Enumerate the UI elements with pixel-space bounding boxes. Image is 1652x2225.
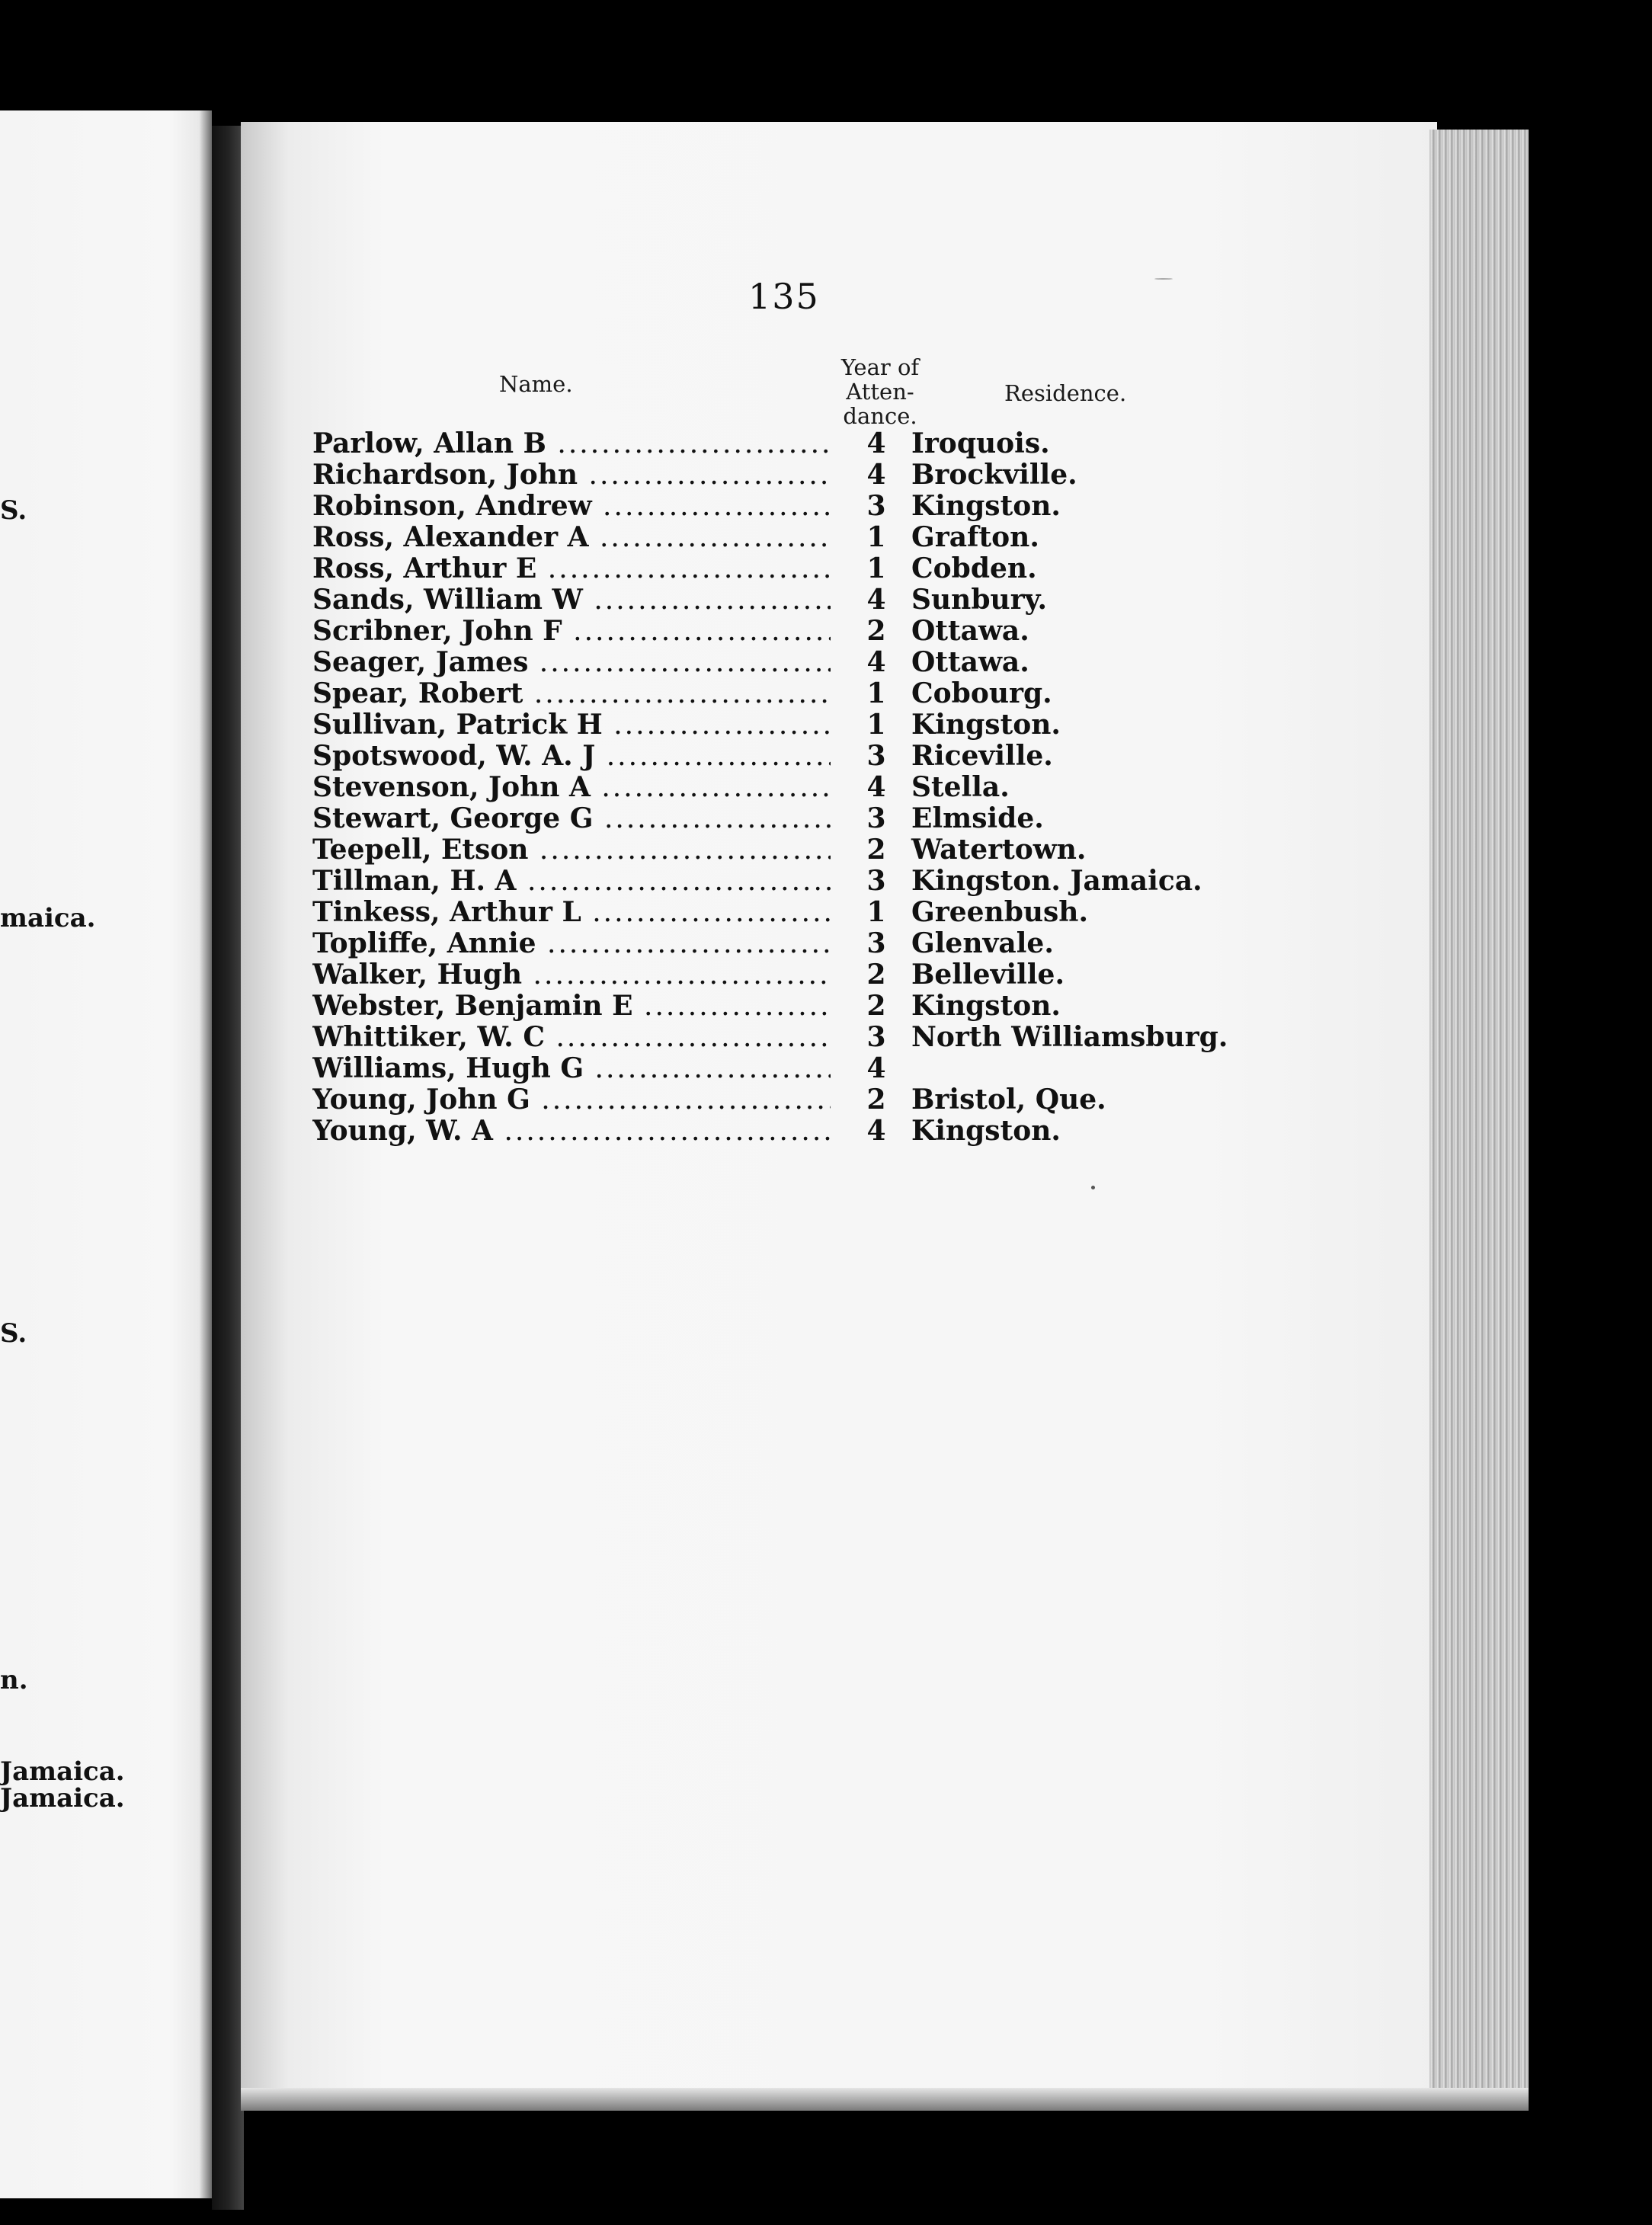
residence: Ottawa. [911,646,1029,678]
list-item [312,552,1227,584]
residence: North Williamsburg. [911,1021,1228,1053]
attendance-year: 3 [866,865,886,897]
attendance-year: 3 [866,490,886,522]
residence: Iroquois. [911,427,1050,459]
attendance-year: 2 [866,1084,886,1116]
year-header-line: Atten- [846,379,914,405]
list-item [312,802,1227,834]
list-item [312,959,1227,990]
attendance-year: 4 [866,427,886,459]
year-header-line: Year of [840,354,920,380]
attendance-year: 2 [866,959,886,991]
attendance-year: 1 [866,521,886,553]
student-name: Ross, Alexander A ..... [312,521,831,553]
list-item [312,490,1227,521]
attendance-year: 3 [866,1021,886,1053]
student-name: Robinson, Andrew ..... [312,490,831,522]
residence: Belleville. [911,959,1065,991]
attendance-year: 4 [866,771,886,803]
list-item [312,1084,1227,1115]
residence: Riceville. [911,740,1053,772]
list-item [312,521,1227,552]
ink-speck [1091,1186,1095,1189]
student-name: Whittiker, W. C ..... [312,1021,831,1053]
student-name: Spear, Robert ..... [312,677,831,709]
student-name: Teepell, Etson ..... [312,834,831,866]
attendance-year: 4 [866,459,886,491]
page-bottom-edge [241,2088,1529,2111]
residence: Kingston. [911,490,1061,522]
attendance-year: 4 [866,584,886,616]
residence: Elmside. [911,802,1044,834]
list-item [312,677,1227,709]
name-column-header: Name. [499,371,573,397]
left-text-fragment: S. [0,495,27,526]
year-header-line: dance. [843,403,917,429]
student-name: Spotswood, W. A. J ..... [312,740,831,772]
list-item [312,459,1227,490]
year-column-header [827,355,933,428]
residence: Kingston. Jamaica. [911,865,1202,897]
list-item [312,584,1227,615]
list-item [312,1115,1227,1146]
left-text-fragment: Jamaica. [0,1783,125,1814]
attendance-year: 3 [866,927,886,959]
residence: Kingston. [911,709,1061,741]
list-item [312,1052,1227,1084]
attendance-year: 1 [866,709,886,741]
student-name: Scribner, John F ..... [312,615,831,647]
left-text-fragment: maica. [0,903,96,933]
list-item [312,740,1227,771]
residence: Cobden. [911,552,1037,584]
attendance-year: 2 [866,615,886,647]
list-item [312,865,1227,896]
residence: Greenbush. [911,896,1089,928]
residence: Kingston. [911,990,1061,1022]
student-name: Sands, William W ..... [312,584,831,616]
residence-column-header: Residence. [1004,380,1127,406]
student-name: Sullivan, Patrick H ..... [312,709,831,741]
residence: Glenvale. [911,927,1054,959]
student-name: Tinkess, Arthur L ..... [312,896,831,928]
residence: Ottawa. [911,615,1029,647]
attendance-year: 2 [866,834,886,866]
attendance-year: 4 [866,1115,886,1147]
student-name: Tillman, H. A ..... [312,865,831,897]
student-name: Stevenson, John A ..... [312,771,831,803]
list-item [312,990,1227,1021]
student-name: Ross, Arthur E ..... [312,552,831,584]
left-text-fragment: S. [0,1318,27,1349]
attendance-year: 4 [866,646,886,678]
list-item [312,771,1227,802]
list-item [312,1021,1227,1052]
residence: Watertown. [911,834,1087,866]
list-item [312,646,1227,677]
residence: Bristol, Que. [911,1084,1106,1116]
list-item [312,927,1227,959]
left-text-fragment: n. [0,1665,28,1695]
student-name: Young, John G ..... [312,1084,831,1116]
list-item [312,896,1227,927]
attendance-year: 3 [866,740,886,772]
residence: Grafton. [911,521,1039,553]
student-list [312,427,1227,1146]
list-item [312,615,1227,646]
left-text-fragment: Jamaica. [0,1756,125,1787]
attendance-year: 2 [866,990,886,1022]
student-name: Richardson, John ..... [312,459,831,491]
residence: Sunbury. [911,584,1047,616]
page-number: 135 [748,276,820,317]
attendance-year: 3 [866,802,886,834]
attendance-year: 1 [866,677,886,709]
residence: Brockville. [911,459,1077,491]
book-gutter [212,126,244,2210]
residence: Cobourg. [911,677,1052,709]
student-name: Stewart, George G ..... [312,802,831,834]
list-item [312,427,1227,459]
student-name: Seager, James ..... [312,646,831,678]
student-name: Topliffe, Annie ..... [312,927,831,959]
left-page-fragment [0,110,212,2198]
residence: Kingston. [911,1115,1061,1147]
student-name: Parlow, Allan B ..... [312,427,831,459]
student-name: Webster, Benjamin E ..... [312,990,831,1022]
residence: Stella. [911,771,1010,803]
ink-speck [1154,278,1173,280]
attendance-year: 4 [866,1052,886,1084]
attendance-year: 1 [866,896,886,928]
page-edges [1429,130,1529,2103]
list-item [312,834,1227,865]
student-name: Young, W. A ..... [312,1115,831,1147]
list-item [312,709,1227,740]
student-name: Williams, Hugh G ..... [312,1052,831,1084]
student-name: Walker, Hugh ..... [312,959,831,991]
attendance-year: 1 [866,552,886,584]
